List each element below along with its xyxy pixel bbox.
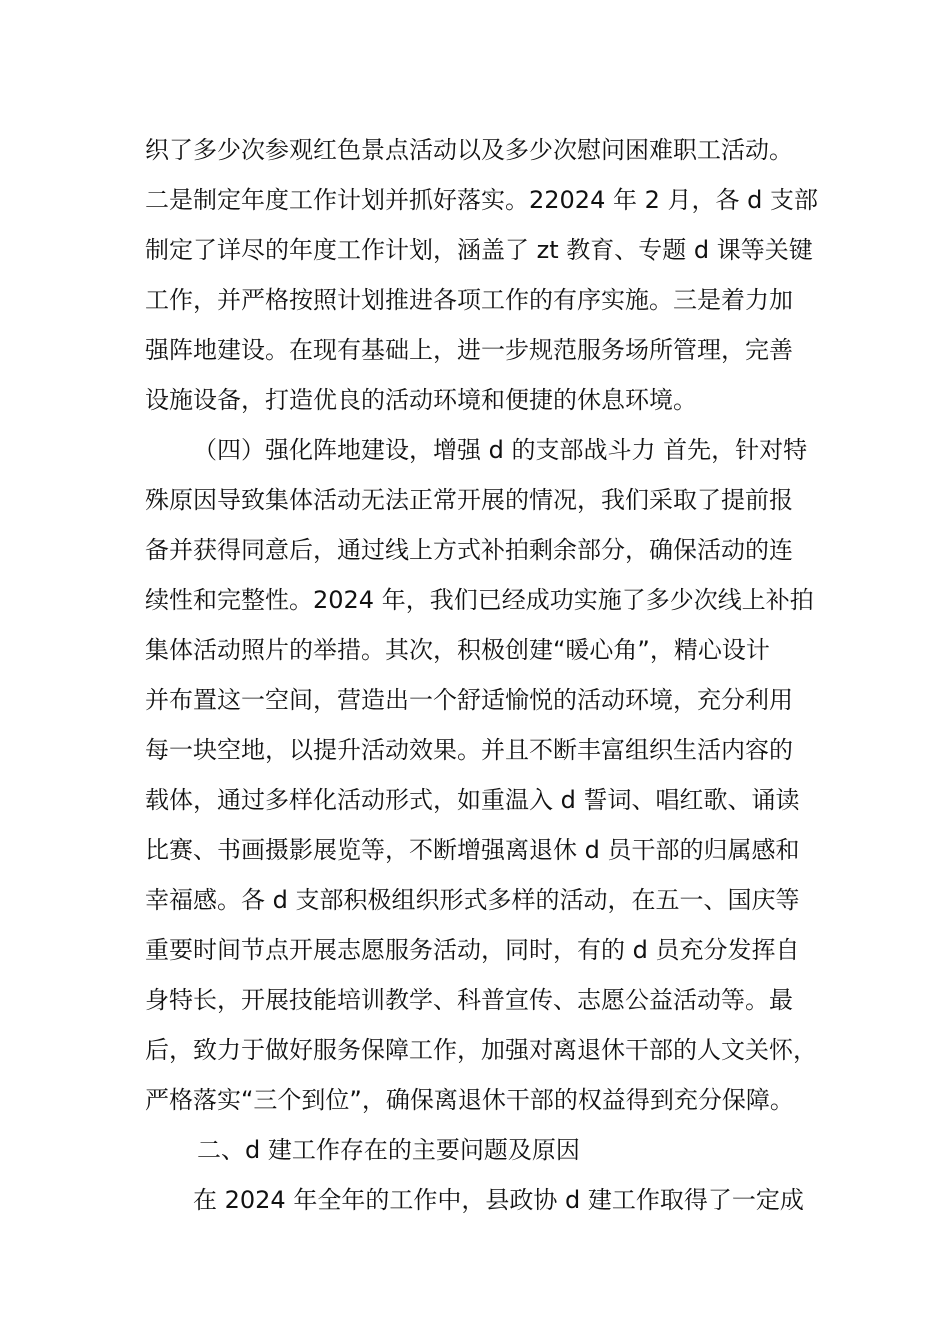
- paragraph-line: 二是制定年度工作计划并抓好落实。22024 年 2 月，各 d 支部: [145, 186, 818, 214]
- paragraph-line: 每一块空地，以提升活动效果。并且不断丰富组织生活内容的: [145, 736, 793, 764]
- paragraph-line: 在 2024 年全年的工作中，县政协 d 建工作取得了一定成: [193, 1186, 804, 1214]
- paragraph-line: 续性和完整性。2024 年，我们已经成功实施了多少次线上补拍: [145, 586, 814, 614]
- paragraph-line: 载体，通过多样化活动形式，如重温入 d 誓词、唱红歌、诵读: [145, 786, 800, 814]
- section-heading: 二、d 建工作存在的主要问题及原因: [197, 1136, 580, 1164]
- paragraph-line: 幸福感。各 d 支部积极组织形式多样的活动，在五一、国庆等: [145, 886, 800, 914]
- paragraph-line: 身特长，开展技能培训教学、科普宣传、志愿公益活动等。最: [145, 986, 793, 1014]
- paragraph-line: 后，致力于做好服务保障工作，加强对离退休干部的人文关怀，: [145, 1036, 817, 1064]
- section-heading-line: （四）强化阵地建设，增强 d 的支部战斗力 首先，针对特: [193, 436, 808, 464]
- paragraph-line: 备并获得同意后，通过线上方式补拍剩余部分，确保活动的连: [145, 536, 793, 564]
- paragraph-line: 比赛、书画摄影展览等，不断增强离退休 d 员干部的归属感和: [145, 836, 800, 864]
- paragraph-line: 工作，并严格按照计划推进各项工作的有序实施。三是着力加: [145, 286, 793, 314]
- paragraph-line: 强阵地建设。在现有基础上，进一步规范服务场所管理，完善: [145, 336, 793, 364]
- paragraph-line: 殊原因导致集体活动无法正常开展的情况，我们采取了提前报: [145, 486, 793, 514]
- paragraph-line: 织了多少次参观红色景点活动以及多少次慰问困难职工活动。: [145, 136, 793, 164]
- paragraph-line: 严格落实“三个到位”，确保离退休干部的权益得到充分保障。: [145, 1086, 794, 1114]
- paragraph-line: 设施设备，打造优良的活动环境和便捷的休息环境。: [145, 386, 697, 414]
- paragraph-line: 制定了详尽的年度工作计划，涵盖了 zt 教育、专题 d 课等关键: [145, 236, 813, 264]
- paragraph-line: 集体活动照片的举措。其次，积极创建“暖心角”，精心设计: [145, 636, 770, 664]
- paragraph-line: 并布置这一空间，营造出一个舒适愉悦的活动环境，充分利用: [145, 686, 793, 714]
- paragraph-line: 重要时间节点开展志愿服务活动，同时，有的 d 员充分发挥自: [145, 936, 800, 964]
